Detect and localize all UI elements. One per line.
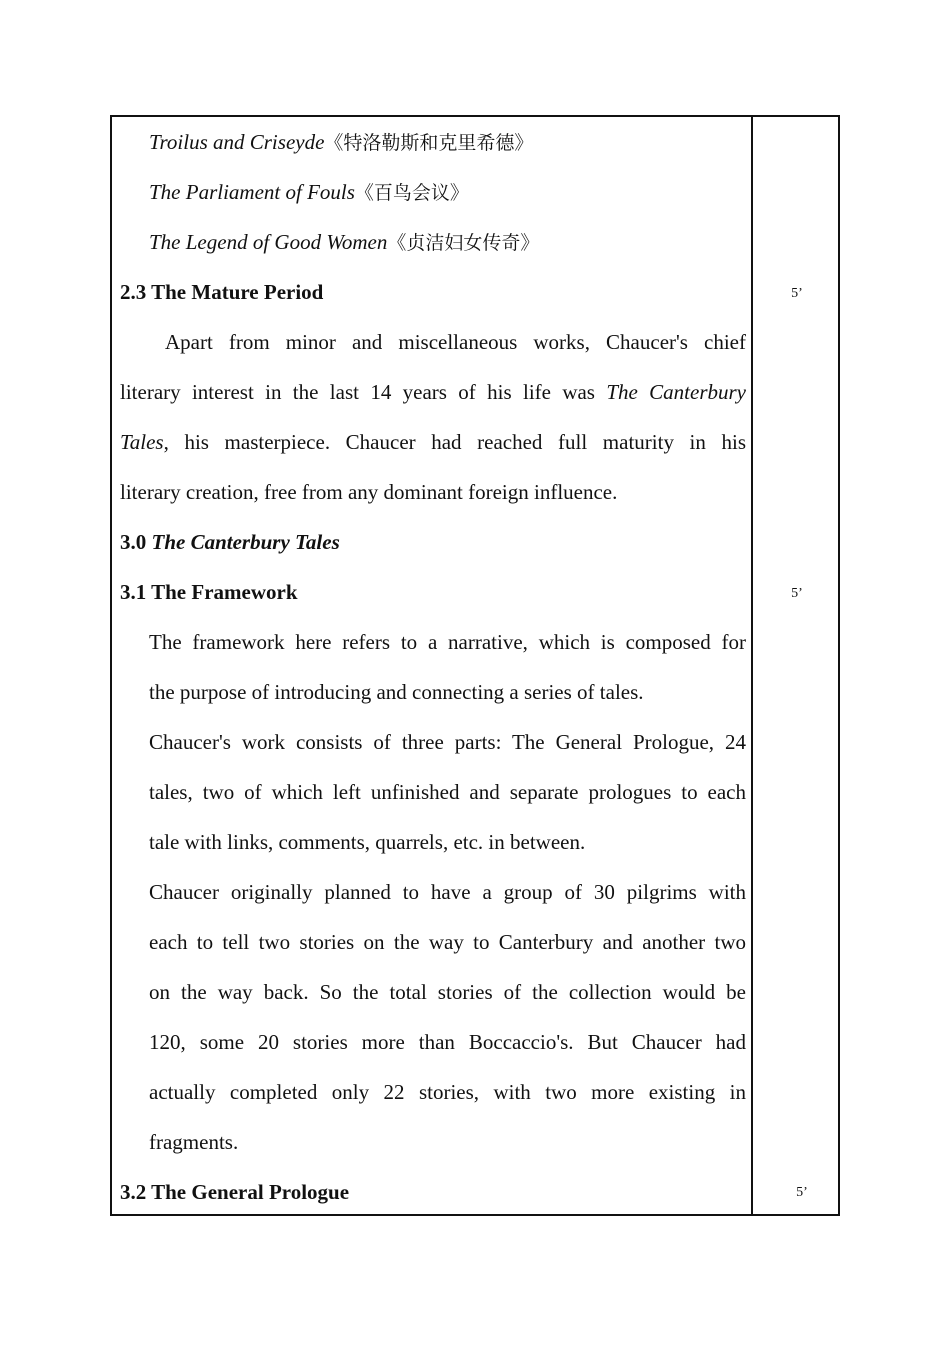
paragraph-line: Apart from minor and miscellaneous works, Chaucer's chief [165,330,746,354]
paragraph-line: Chaucer's work consists of three parts: The General Prologue, 24 [149,730,746,754]
section-heading: 2.3 The Mature Period [120,280,324,304]
section-heading: 3.1 The Framework [120,580,298,604]
work-title-cn: 《百鸟会议》 [354,182,469,204]
time-mark: 5’ [796,1185,808,1200]
paragraph-line: on the way back. So the total stories of the collection would be [149,980,746,1004]
section-heading [120,528,746,556]
time-mark: 5’ [791,586,803,601]
paragraph-line: The framework here refers to a narrative, which is composed for [149,630,746,654]
paragraph-line [120,378,746,406]
text-span: , his masterpiece. Chaucer had reached full maturity in his [163,430,746,454]
work-title-cn: 《贞洁妇女传奇》 [387,232,540,254]
work-title: The Parliament of Fouls [149,180,355,204]
section-number: 3.0 [120,530,152,554]
paragraph-line [120,428,746,456]
paragraph-line: the purpose of introducing and connecting a series of tales. [149,680,644,704]
paragraph-line: 120, some 20 stories more than Boccaccio's. But Chaucer had [149,1030,746,1054]
section-heading: 3.2 The General Prologue [120,1180,350,1204]
work-title: The Legend of Good Women [149,230,388,254]
work-title-row [149,128,746,157]
paragraph-line: actually completed only 22 stories, with two more existing in [149,1080,746,1104]
paragraph-line: each to tell two stories on the way to Canterbury and another two [149,930,746,954]
work-title-row [149,228,746,257]
work-title: Troilus and Criseyde [149,130,325,154]
paragraph-line: tale with links, comments, quarrels, etc. in between. [149,830,586,854]
paragraph-line: Chaucer originally planned to have a group of 30 pilgrims with [149,880,746,904]
paragraph-line: literary creation, free from any dominant foreign influence. [120,480,618,504]
time-mark: 5’ [791,286,803,301]
paragraph-line: fragments. [149,1130,239,1154]
book-title: Tales [120,430,164,454]
work-title-row [149,178,746,207]
text-span: literary interest in the last 14 years of his life was [120,380,607,404]
work-title-cn: 《特洛勒斯和克里希德》 [324,132,534,154]
section-title: The Canterbury Tales [151,530,340,554]
paragraph-line: tales, two of which left unfinished and separate prologues to each [149,780,746,804]
column-divider [751,115,753,1216]
book-title: The Canterbury [606,380,746,404]
